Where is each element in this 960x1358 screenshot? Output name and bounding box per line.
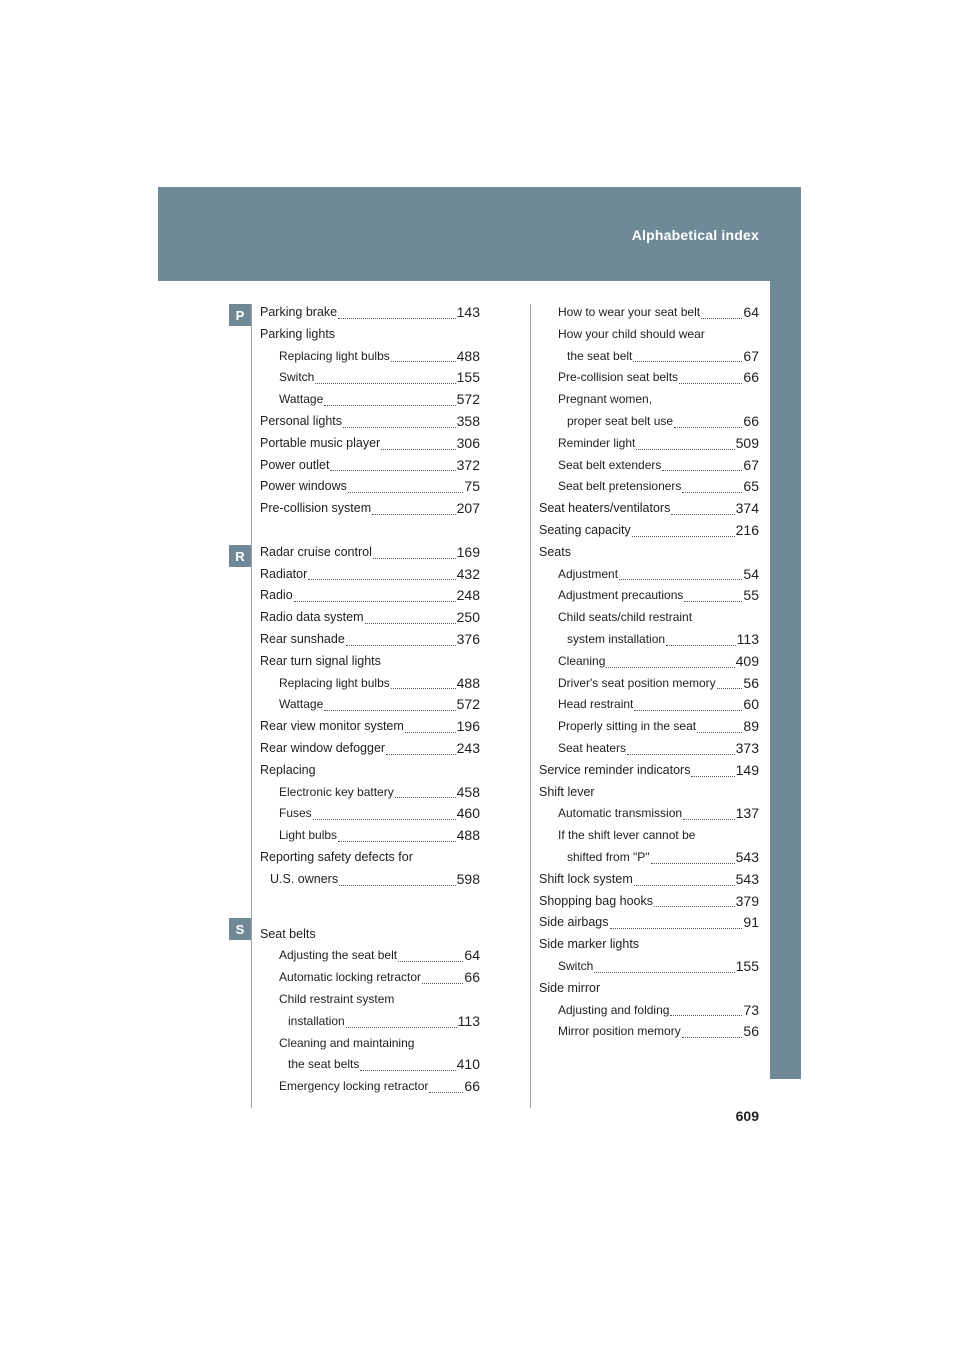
index-entry[interactable] <box>260 346 480 368</box>
dot-leader <box>338 840 456 842</box>
index-entry-page[interactable]: 306 <box>456 434 480 451</box>
dot-leader <box>671 513 734 515</box>
index-entry[interactable] <box>539 564 759 586</box>
index-entry-label: Shopping bag hooks <box>539 893 653 908</box>
dot-leader <box>315 382 455 384</box>
index-entry-page[interactable]: 67 <box>743 347 759 364</box>
index-entry-label: Seating capacity <box>539 522 631 537</box>
index-entry-label: Adjusting and folding <box>558 1002 670 1017</box>
index-entry[interactable] <box>260 738 480 760</box>
index-entry-label: Seat belt extenders <box>558 457 662 472</box>
index-group-p <box>260 302 480 520</box>
index-entry-label: Parking brake <box>260 305 338 319</box>
index-entry-page[interactable]: 374 <box>735 500 759 517</box>
index-entry[interactable] <box>260 455 480 477</box>
index-entry-label: Reminder light <box>558 435 636 450</box>
index-entry-label: Replacing <box>260 762 316 777</box>
index-entry-page[interactable]: 66 <box>464 1078 480 1095</box>
index-entry-label: Switch <box>279 370 315 385</box>
index-entry-page[interactable]: 572 <box>456 696 480 713</box>
index-entry-label: Cleaning <box>558 653 606 668</box>
index-entry[interactable] <box>539 891 759 913</box>
dot-leader <box>682 1036 743 1038</box>
index-entry[interactable] <box>539 694 759 716</box>
index-entry[interactable] <box>260 389 480 411</box>
index-entry-label: Wattage <box>279 392 324 407</box>
index-entry[interactable] <box>539 760 759 782</box>
dot-leader <box>372 513 456 515</box>
index-entry-page[interactable]: 67 <box>743 456 759 473</box>
index-entry-page[interactable]: 155 <box>735 957 759 974</box>
dot-leader <box>654 905 735 907</box>
index-entry-page[interactable]: 137 <box>735 805 759 822</box>
index-entry-page[interactable]: 56 <box>743 674 759 691</box>
index-entry-page[interactable]: 54 <box>743 565 759 582</box>
index-entry-label: Portable music player <box>260 435 381 450</box>
index-column-left <box>260 302 480 1098</box>
index-entry-page[interactable]: 60 <box>743 696 759 713</box>
dot-leader <box>386 753 456 755</box>
letter-tab-s: S <box>229 918 251 940</box>
group-spacer <box>260 891 480 924</box>
index-entry-label: Emergency locking retractor <box>279 1079 429 1094</box>
index-entry-page[interactable]: 572 <box>456 391 480 408</box>
index-entry-label: Side airbags <box>539 915 609 930</box>
index-entry[interactable] <box>260 607 480 629</box>
index-entry-label: Pre-collision seat belts <box>558 370 679 385</box>
index-entry[interactable] <box>260 498 480 520</box>
index-entry-label: Seat heaters <box>558 740 627 755</box>
index-entry-label: Seat heaters/ventilators <box>539 501 671 516</box>
index-entry[interactable] <box>539 629 759 651</box>
dot-leader <box>666 644 736 646</box>
index-entry[interactable] <box>260 367 480 389</box>
index-entry-label: Replacing light bulbs <box>279 675 390 690</box>
index-entry[interactable] <box>260 673 480 695</box>
index-entry-page[interactable]: 56 <box>743 1023 759 1040</box>
index-entry[interactable] <box>260 924 480 946</box>
index-entry-page[interactable]: 372 <box>456 456 480 473</box>
index-entry[interactable] <box>260 694 480 716</box>
index-entry-page[interactable]: 66 <box>743 412 759 429</box>
index-entry[interactable] <box>260 629 480 651</box>
index-entry-label: Electronic key battery <box>279 784 394 799</box>
letter-tab-r: R <box>229 545 251 567</box>
index-entry-label: Mirror position memory <box>558 1024 681 1039</box>
right-column-rule <box>530 304 531 1108</box>
index-entry-label: Seat belts <box>260 926 316 941</box>
dot-leader <box>365 622 456 624</box>
dot-leader <box>697 731 742 733</box>
index-entry-label: Side mirror <box>539 980 601 995</box>
header-band <box>158 187 801 281</box>
index-entry-label: shifted from "P" <box>567 849 650 864</box>
dot-leader <box>405 731 456 733</box>
dot-leader <box>391 360 456 362</box>
dot-leader <box>632 535 735 537</box>
index-entry-label: proper seat belt use <box>567 413 674 428</box>
index-entry-page[interactable]: 65 <box>743 478 759 495</box>
index-entry-page[interactable]: 66 <box>743 369 759 386</box>
index-entry[interactable] <box>539 433 759 455</box>
index-entry-label: Radio <box>260 588 293 603</box>
dot-leader <box>651 862 735 864</box>
index-entry-label: the seat belt <box>567 348 633 363</box>
dot-leader <box>683 818 735 820</box>
dot-leader <box>398 960 463 962</box>
index-entry-page[interactable]: 598 <box>456 870 480 887</box>
index-entry-page[interactable]: 509 <box>735 434 759 451</box>
index-entry[interactable] <box>539 934 759 956</box>
dot-leader <box>338 317 456 319</box>
index-group-s-continued <box>539 302 759 1043</box>
index-entry[interactable] <box>539 607 759 629</box>
index-entry[interactable] <box>260 476 480 498</box>
index-entry[interactable] <box>260 324 480 346</box>
index-entry[interactable] <box>539 912 759 934</box>
dot-leader <box>674 426 742 428</box>
index-entry-label: Driver's seat position memory <box>558 675 716 690</box>
index-entry-label: Radio data system <box>260 610 364 625</box>
index-entry-page[interactable]: 248 <box>456 587 480 604</box>
index-entry-label: Rear view monitor system <box>260 719 404 734</box>
index-entry-page[interactable]: 216 <box>735 521 759 538</box>
index-entry[interactable] <box>260 411 480 433</box>
index-entry-page[interactable]: 379 <box>735 892 759 909</box>
index-entry[interactable] <box>539 1000 759 1022</box>
index-entry[interactable] <box>260 585 480 607</box>
dot-leader <box>324 709 455 711</box>
index-entry-label: Power outlet <box>260 457 330 472</box>
index-entry[interactable] <box>260 716 480 738</box>
index-entry-label: U.S. owners <box>270 871 339 886</box>
index-entry-page[interactable]: 64 <box>743 304 759 320</box>
index-entry-label: Cleaning and maintaining <box>279 1035 415 1050</box>
dot-leader <box>360 1069 455 1071</box>
index-entry-page[interactable]: 460 <box>456 805 480 822</box>
index-entry-label: Replacing light bulbs <box>279 348 390 363</box>
index-entry[interactable] <box>539 673 759 695</box>
index-entry[interactable] <box>260 825 480 847</box>
index-entry-page[interactable]: 73 <box>743 1001 759 1018</box>
index-entry-page[interactable]: 91 <box>743 914 759 931</box>
index-entry-label: Child restraint system <box>279 991 395 1006</box>
index-entry[interactable] <box>260 1054 480 1076</box>
index-entry[interactable] <box>539 455 759 477</box>
group-spacer <box>260 520 480 542</box>
index-entry-label: How to wear your seat belt <box>558 305 701 319</box>
index-entry-page[interactable]: 358 <box>456 412 480 429</box>
dot-leader <box>684 600 742 602</box>
index-entry-page[interactable]: 64 <box>464 947 480 964</box>
index-entry[interactable] <box>260 651 480 673</box>
index-entry[interactable] <box>260 847 480 869</box>
index-entry-label: Reporting safety defects for <box>260 849 413 864</box>
dot-leader <box>701 317 742 319</box>
index-entry[interactable] <box>260 782 480 804</box>
page-title: Alphabetical index <box>631 227 759 243</box>
dot-leader <box>634 709 742 711</box>
index-entry[interactable] <box>539 651 759 673</box>
letter-tab-p: P <box>229 304 251 326</box>
index-entry-page[interactable]: 149 <box>735 761 759 778</box>
index-entry[interactable] <box>539 956 759 978</box>
dot-leader <box>682 491 742 493</box>
dot-leader <box>594 971 734 973</box>
index-entry[interactable] <box>260 945 480 967</box>
index-entry[interactable] <box>260 967 480 989</box>
dot-leader <box>313 818 456 820</box>
dot-leader <box>691 775 734 777</box>
index-entry[interactable] <box>260 302 480 324</box>
index-entry-label: Power windows <box>260 479 347 494</box>
dot-leader <box>627 753 735 755</box>
index-entry[interactable] <box>539 738 759 760</box>
index-entry[interactable] <box>539 411 759 433</box>
index-entry-page[interactable]: 458 <box>456 783 480 800</box>
index-entry-page[interactable]: 373 <box>735 739 759 756</box>
dot-leader <box>679 382 742 384</box>
index-entry[interactable] <box>260 760 480 782</box>
index-entry[interactable] <box>260 1076 480 1098</box>
dot-leader <box>395 796 456 798</box>
index-entry[interactable] <box>539 803 759 825</box>
index-entry-label: Light bulbs <box>279 828 338 843</box>
index-entry-label: Rear sunshade <box>260 631 345 646</box>
dot-leader <box>422 982 463 984</box>
index-entry[interactable] <box>539 498 759 520</box>
index-entry-page[interactable]: 113 <box>736 630 759 647</box>
index-entry-label: Child seats/child restraint <box>558 610 693 625</box>
dot-leader <box>633 360 742 362</box>
index-entry-label: Adjusting the seat belt <box>279 948 398 963</box>
index-entry[interactable] <box>260 869 480 891</box>
index-group-r <box>260 542 480 891</box>
index-entry-label: Properly sitting in the seat <box>558 719 697 734</box>
index-entry-page[interactable]: 488 <box>456 347 480 364</box>
index-entry[interactable] <box>260 542 480 564</box>
dot-leader <box>429 1091 463 1093</box>
index-entry-page[interactable]: 250 <box>456 609 480 626</box>
dot-leader <box>330 469 455 471</box>
dot-leader <box>373 557 456 559</box>
index-entry[interactable] <box>260 564 480 586</box>
index-entry-label: Wattage <box>279 697 324 712</box>
dot-leader <box>348 491 464 493</box>
index-entry-label: Radar cruise control <box>260 544 372 559</box>
dot-leader <box>324 404 455 406</box>
index-entry-page[interactable]: 543 <box>735 870 759 887</box>
index-entry-label: Fuses <box>279 806 312 821</box>
index-entry-page[interactable]: 169 <box>456 543 480 560</box>
index-entry-page[interactable]: 113 <box>457 1012 480 1029</box>
index-entry-label: How your child should wear <box>558 326 705 341</box>
index-entry-label: Rear window defogger <box>260 740 386 755</box>
index-entry-label: Seats <box>539 544 571 559</box>
index-entry-label: Radiator <box>260 566 308 581</box>
index-entry[interactable] <box>539 520 759 542</box>
index-column-right <box>539 302 759 1043</box>
dot-leader <box>339 884 456 886</box>
dot-leader <box>381 448 455 450</box>
dot-leader <box>717 687 743 689</box>
index-entry-page[interactable]: 488 <box>456 674 480 691</box>
index-entry-page[interactable]: 488 <box>456 827 480 844</box>
index-entry[interactable] <box>260 803 480 825</box>
index-entry-label: Personal lights <box>260 413 342 428</box>
index-entry-label: system installation <box>567 631 666 646</box>
index-entry[interactable] <box>260 989 480 1011</box>
dot-leader <box>670 1014 742 1016</box>
index-entry[interactable] <box>260 433 480 455</box>
index-entry-label: Adjustment <box>558 566 619 581</box>
index-entry-page[interactable]: 243 <box>456 739 480 756</box>
index-entry-label: installation <box>288 1013 345 1028</box>
index-entry-page[interactable]: 410 <box>456 1056 480 1073</box>
dot-leader <box>606 666 734 668</box>
index-entry[interactable] <box>539 302 759 324</box>
index-entry-label: Automatic transmission <box>558 806 683 821</box>
index-entry-label: Service reminder indicators <box>539 762 691 777</box>
index-entry-page[interactable]: 409 <box>735 652 759 669</box>
index-entry[interactable] <box>539 324 759 346</box>
index-entry-label: Seat belt pretensioners <box>558 479 682 494</box>
index-entry[interactable] <box>539 367 759 389</box>
dot-leader <box>634 884 735 886</box>
index-entry-label: Pregnant women, <box>558 392 653 407</box>
index-entry-label: Rear turn signal lights <box>260 653 381 668</box>
index-entry-label: Pre-collision system <box>260 501 372 516</box>
index-entry[interactable] <box>539 542 759 564</box>
index-entry[interactable] <box>539 476 759 498</box>
index-entry[interactable] <box>539 716 759 738</box>
index-entry-page[interactable]: 543 <box>735 848 759 865</box>
dot-leader <box>610 927 743 929</box>
dot-leader <box>662 469 742 471</box>
index-entry-label: Switch <box>558 958 594 973</box>
dot-leader <box>636 448 734 450</box>
section-side-tab <box>770 281 801 1079</box>
index-entry-page[interactable]: 196 <box>456 718 480 735</box>
index-entry[interactable] <box>539 978 759 1000</box>
dot-leader <box>294 600 456 602</box>
index-entry[interactable] <box>260 1033 480 1055</box>
index-entry-label: If the shift lever cannot be <box>558 828 696 843</box>
index-entry[interactable] <box>260 1011 480 1033</box>
index-entry-label: Automatic locking retractor <box>279 970 422 985</box>
index-entry-page[interactable]: 55 <box>743 587 759 604</box>
index-entry[interactable] <box>539 585 759 607</box>
index-entry-label: Adjustment precautions <box>558 588 684 603</box>
index-entry-page[interactable]: 376 <box>456 630 480 647</box>
index-entry-label: the seat belts <box>288 1057 360 1072</box>
dot-leader <box>343 426 456 428</box>
index-entry-page[interactable]: 207 <box>456 500 480 517</box>
index-entry-page[interactable]: 75 <box>464 478 480 495</box>
dot-leader <box>346 1026 457 1028</box>
index-entry[interactable] <box>539 847 759 869</box>
index-entry[interactable] <box>539 389 759 411</box>
index-group-s <box>260 924 480 1098</box>
index-entry-label: Side marker lights <box>539 937 640 952</box>
left-column-rule <box>251 304 252 1108</box>
index-entry[interactable] <box>539 782 759 804</box>
dot-leader <box>619 578 742 580</box>
index-entry[interactable] <box>539 825 759 847</box>
index-entry-page[interactable]: 143 <box>456 304 480 320</box>
index-entry-page[interactable]: 432 <box>456 565 480 582</box>
page-number: 609 <box>735 1108 759 1124</box>
index-entry-label: Parking lights <box>260 326 336 341</box>
index-entry-label: Head restraint <box>558 697 634 712</box>
dot-leader <box>346 644 456 646</box>
dot-leader <box>391 687 456 689</box>
index-entry-label: Shift lever <box>539 784 595 799</box>
index-entry-page[interactable]: 66 <box>464 969 480 986</box>
index-entry[interactable] <box>539 1021 759 1043</box>
index-entry[interactable] <box>539 869 759 891</box>
index-entry-page[interactable]: 155 <box>456 369 480 386</box>
dot-leader <box>308 578 455 580</box>
index-entry-page[interactable]: 89 <box>743 718 759 735</box>
index-entry-label: Shift lock system <box>539 871 633 886</box>
index-entry[interactable] <box>539 346 759 368</box>
